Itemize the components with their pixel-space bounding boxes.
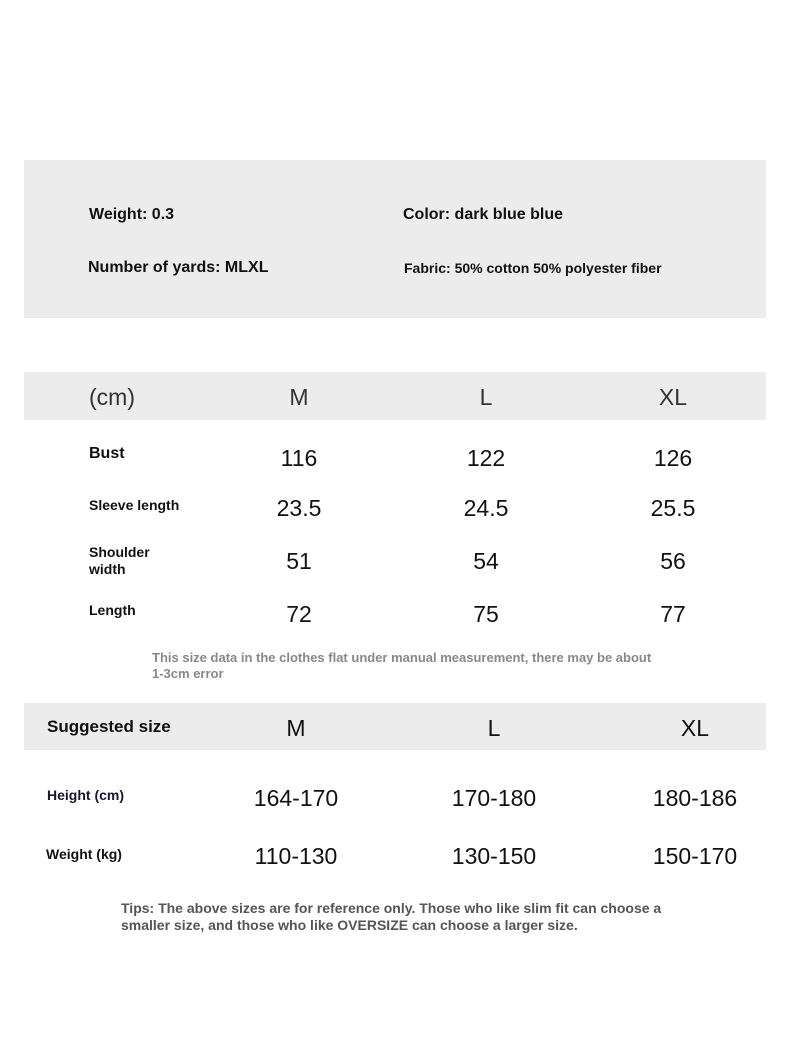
row-label-bust: Bust [89,445,125,462]
shoulder-label-line-1: Shoulder [89,544,150,560]
size-header-xl: XL [658,384,688,410]
suggested-header-xl: XL [680,715,710,741]
suggested-header-l: L [487,715,501,741]
product-info-panel [24,160,766,318]
length-xl: 77 [660,601,686,627]
measurement-note: This size data in the clothes flat under manual measurement, there may be about 1-3cm error [152,650,652,681]
row-label-weight: Weight (kg) [46,846,122,862]
unit-header: (cm) [89,384,135,410]
height-m: 164-170 [253,785,339,811]
row-label-shoulder-width [89,544,150,578]
weight-m: 110-130 [254,843,338,869]
size-header-m: M [289,384,309,410]
weight-l: 130-150 [451,843,537,869]
yards-info: Number of yards: MLXL [88,259,269,276]
row-label-length: Length [89,602,136,618]
sizing-tips: Tips: The above sizes are for reference only. Those who like slim fit can choose a smaller size, and those who like OVERSIZE can choose a larger size. [121,900,662,933]
sleeve-l: 24.5 [463,495,509,521]
sleeve-xl: 25.5 [650,495,696,521]
bust-xl: 126 [653,445,693,471]
size-table-header [24,372,766,420]
suggested-size-title: Suggested size [47,717,171,736]
shoulder-xl: 56 [660,548,686,574]
height-l: 170-180 [451,785,537,811]
weight-xl: 150-170 [652,843,738,869]
bust-l: 122 [466,445,506,471]
row-label-height: Height (cm) [47,787,124,803]
suggested-header-m: M [286,715,306,741]
fabric-info: Fabric: 50% cotton 50% polyester fiber [404,260,662,276]
color-info: Color: dark blue blue [403,206,564,223]
bust-m: 116 [280,445,318,471]
shoulder-m: 51 [286,548,312,574]
shoulder-label-line-2: width [89,561,126,577]
row-label-sleeve-length: Sleeve length [89,497,180,513]
shoulder-l: 54 [473,548,499,574]
height-xl: 180-186 [652,785,738,811]
size-header-l: L [479,384,493,410]
sleeve-m: 23.5 [276,495,322,521]
weight-info: Weight: 0.3 [89,206,175,223]
length-l: 75 [473,601,499,627]
length-m: 72 [286,601,312,627]
